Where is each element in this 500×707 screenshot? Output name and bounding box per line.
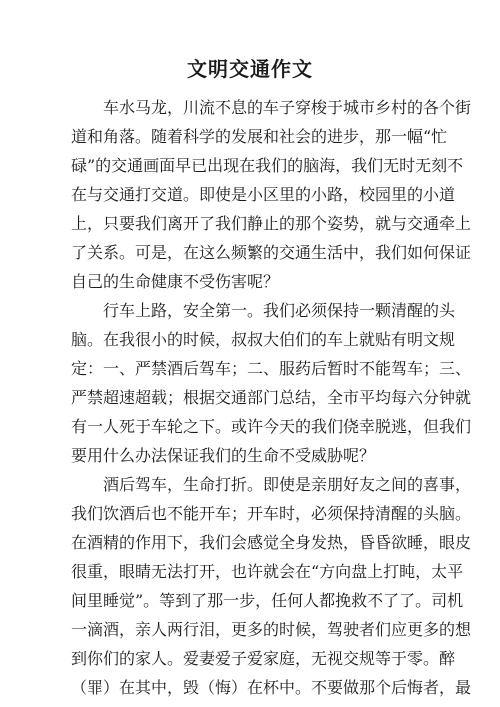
paragraph-line: 定：一、严禁酒后驾车；二、服药后暂时不能驾车；三、 <box>71 359 472 378</box>
paragraph-line: 酒后驾车，生命打折。即使是亲朋好友之间的喜事， <box>103 475 472 494</box>
paragraph-line: 脑。在我很小的时候，叔叔大伯们的车上就贴有明文规 <box>71 330 456 349</box>
paragraph-line: 有一人死于车轮之下。或许今天的我们侥幸脱逃，但我们 <box>71 417 472 436</box>
paragraph-line: 间里睡觉”。等到了那一步，任何人都挽救不了了。司机 <box>71 591 464 610</box>
paragraph-line: 到你们的家人。爱妻爱子爱家庭，无视交规等于零。醉 <box>71 649 456 668</box>
paragraph-line: 要用什么办法保证我们的生命不受威胁呢？ <box>71 446 376 465</box>
paragraph-line: 在酒精的作用下，我们会感觉全身发热，昏昏欲睡，眼皮 <box>71 533 472 552</box>
paragraph-line: 道和角落。随着科学的发展和社会的进步，那一幅“忙 <box>71 127 448 146</box>
paragraph-line: 了关系。可是，在这么频繁的交通生活中，我们如何保证 <box>71 243 472 262</box>
paragraph-line: 在与交通打交道。即使是小区里的小路，校园里的小道 <box>71 185 456 204</box>
paragraph-line: 碌”的交通画面早已出现在我们的脑海，我们无时无刻不 <box>71 156 464 175</box>
paragraph-line: 很重，眼睛无法打开，也许就会在“方向盘上打盹，太平 <box>71 562 464 581</box>
paragraph-line: 行车上路，安全第一。我们必须保持一颗清醒的头 <box>103 301 456 320</box>
paragraph-line: 自己的生命健康不受伤害呢？ <box>71 272 280 291</box>
paragraph-line: 我们饮酒后也不能开车；开车时，必须保持清醒的头脑。 <box>71 504 472 523</box>
paragraph-line: （罪）在其中，毁（悔）在杯中。不要做那个后悔者，最 <box>71 678 472 697</box>
paragraph-line: 上，只要我们离开了我们静止的那个姿势，就与交通牵上 <box>71 214 472 233</box>
paragraph-line: 一滴酒，亲人两行泪，更多的时候，驾驶者们应更多的想 <box>71 620 472 639</box>
document-title: 文明交通作文 <box>187 57 313 81</box>
paragraph-line: 严禁超速超载；根据交通部门总结，全市平均每六分钟就 <box>71 388 472 407</box>
paragraph-line: 车水马龙，川流不息的车子穿梭于城市乡村的各个街 <box>103 98 472 117</box>
